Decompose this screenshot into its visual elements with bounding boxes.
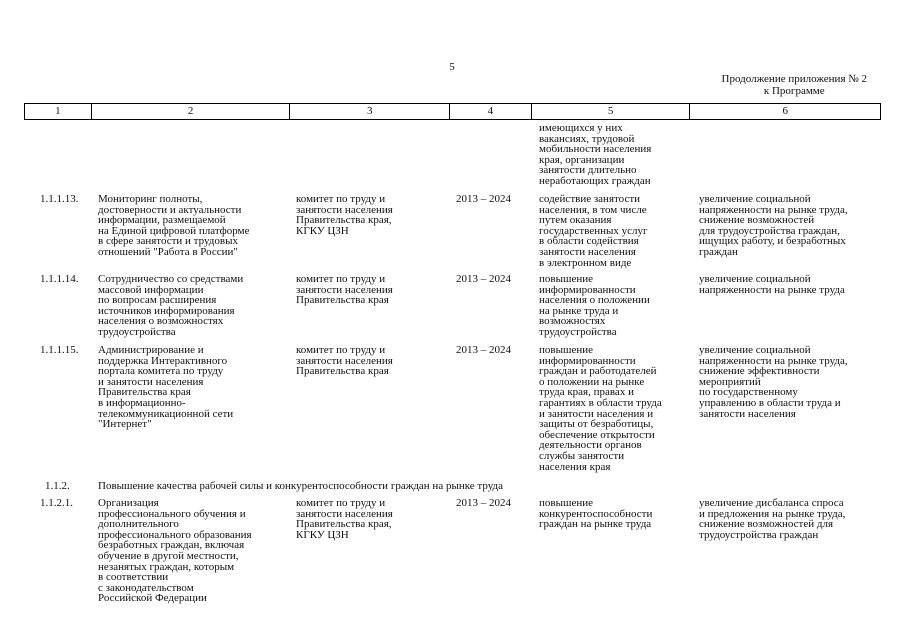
row-effect: увеличение социальной напряженности на рынке труда, снижение эффективности мероприятий по государственному управлению в области труда и занятости населения <box>699 344 848 420</box>
row-number: 1.1.1.14. <box>40 273 79 285</box>
row-measure-name: Мониторинг полноты, достоверности и актуальности информации, размещаемой на Единой цифровой платформе в сфере занятости и трудовых отношений "Работа в России" <box>98 193 250 258</box>
appendix-subtitle: к Программе <box>763 85 825 97</box>
row-period: 2013 – 2024 <box>456 344 511 356</box>
row-effect: увеличение социальной напряженности на рынке труда <box>699 273 845 296</box>
appendix-header <box>722 73 867 97</box>
page-number: 5 <box>449 61 455 73</box>
header-col-4: 4 <box>450 104 532 119</box>
row-effect: увеличение дисбаланса спроса и предложения на рынке труда, снижение возможностей для трудоустройства граждан <box>699 497 846 541</box>
row-measure-name: Сотрудничество со средствами массовой информации по вопросам расширения источников информирования населения о возможностях трудоустройства <box>98 273 244 338</box>
row-result: содействие занятости населения, в том числе путем оказания государственных услуг в области содействия занятости населения в электронном виде <box>539 193 648 269</box>
row-executor: комитет по труду и занятости населения Правительства края <box>296 344 393 378</box>
row-result: повышение конкурентоспособности граждан на рынке труда <box>539 497 653 531</box>
header-col-5: 5 <box>532 104 691 119</box>
row-effect: увеличение социальной напряженности на рынке труда, снижение возможностей для трудоустройства граждан, ищущих работу, и безработных граждан <box>699 193 848 258</box>
row-measure-name: Организация профессионального обучения и дополнительного профессионального образования безработных граждан, включая обучение в другой местности, незанятых граждан, которым в соответствии с законодательством Российской Федерации <box>98 497 252 605</box>
row-period: 2013 – 2024 <box>456 193 511 205</box>
row-measure-name: Администрирование и поддержка Интерактивного портала комитета по труду и занятости населения Правительства края в информационно- телекоммуникационной сети "Интернет" <box>98 344 234 431</box>
section-number: 1.1.2. <box>45 480 70 492</box>
row-period: 2013 – 2024 <box>456 273 511 285</box>
row-executor: комитет по труду и занятости населения Правительства края, КГКУ ЦЗН <box>296 193 393 237</box>
row-result: повышение информированности населения о положении на рынке труда и возможностях трудоустройства <box>539 273 650 338</box>
row-number: 1.1.2.1. <box>40 497 73 509</box>
row-number: 1.1.1.13. <box>40 193 79 205</box>
continuation-result: имеющихся у них вакансиях, трудовой мобильности населения края, организации занятости длительно неработающих граждан <box>539 122 652 187</box>
header-col-6: 6 <box>782 105 788 117</box>
row-executor: комитет по труду и занятости населения Правительства края, КГКУ ЦЗН <box>296 497 393 541</box>
header-col-2: 2 <box>92 104 291 119</box>
row-executor: комитет по труду и занятости населения Правительства края <box>296 273 393 307</box>
row-period: 2013 – 2024 <box>456 497 511 509</box>
row-result: повышение информированности граждан и работодателей о положении на рынке труда края, правах и гарантиях в области труда и занятости населения и защиты от безработицы, обеспечение открытости деятельности органов службы занятости населения края <box>539 344 662 473</box>
header-col-3: 3 <box>290 104 450 119</box>
row-number: 1.1.1.15. <box>40 344 79 356</box>
table-header-row <box>24 103 881 120</box>
header-col-1: 1 <box>25 104 92 119</box>
section-title: Повышение качества рабочей силы и конкурентоспособности граждан на рынке труда <box>98 480 504 492</box>
appendix-title: Продолжение приложения № 2 <box>721 73 867 85</box>
